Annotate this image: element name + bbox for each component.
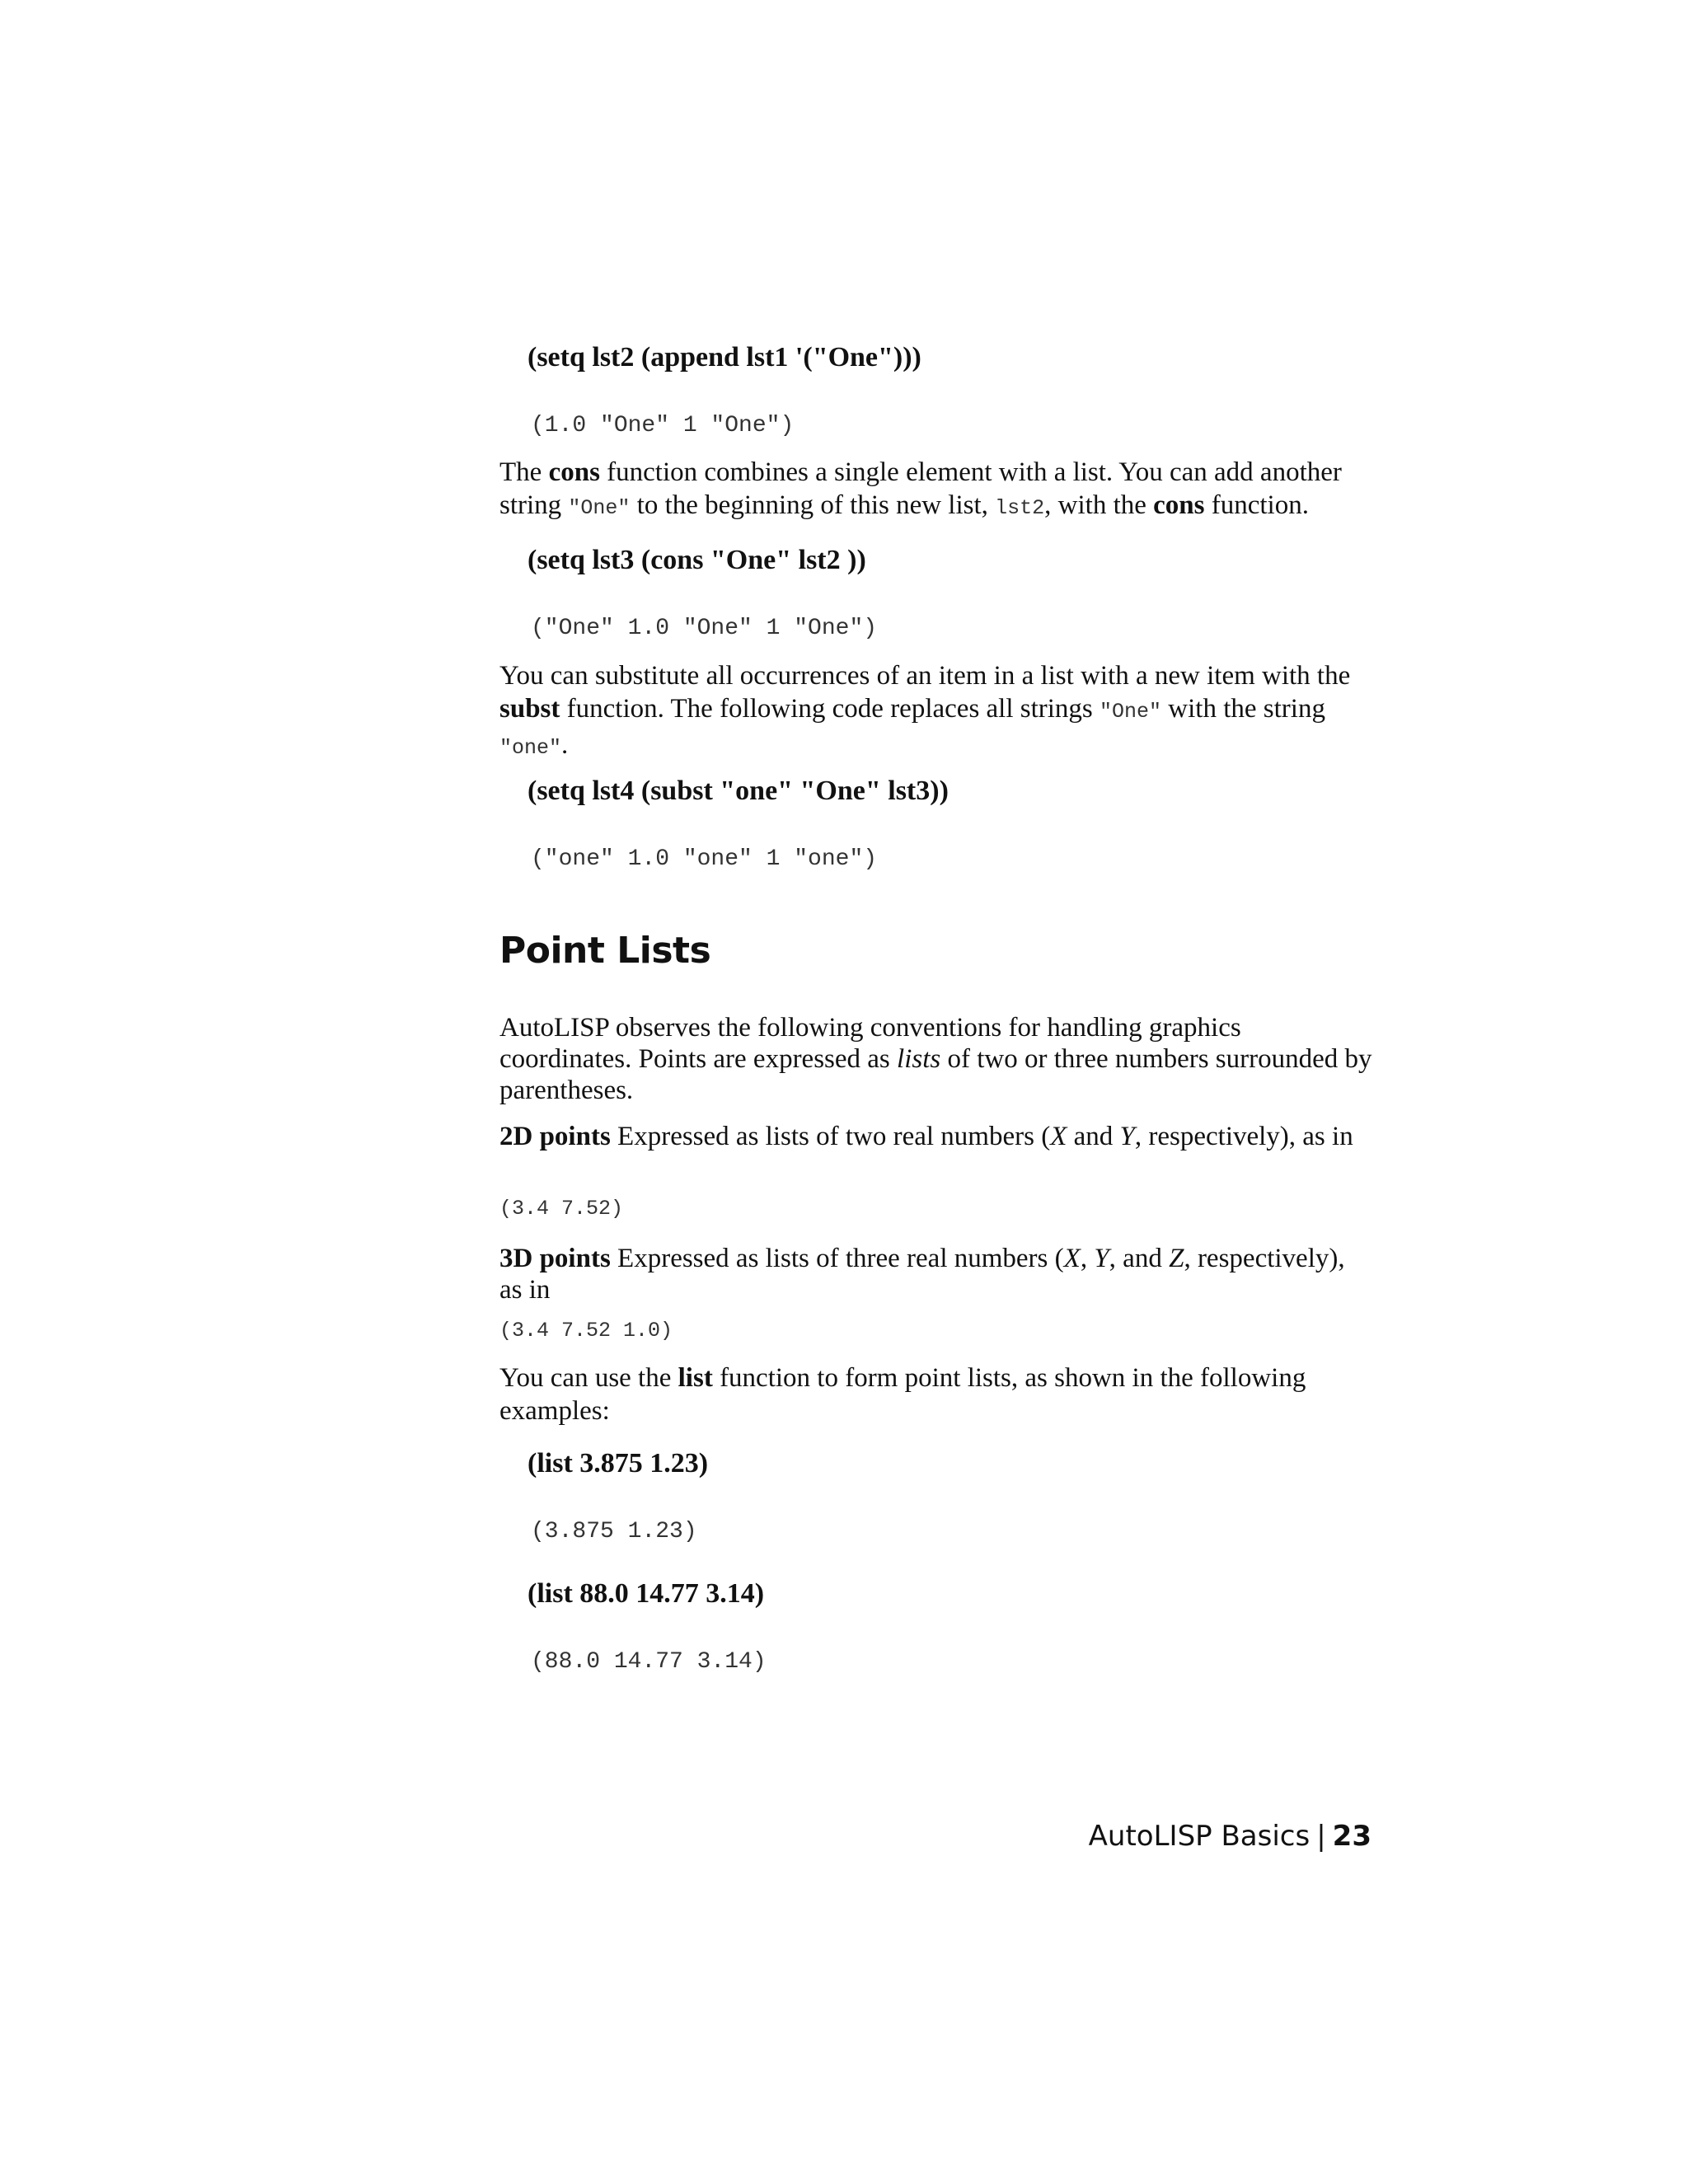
code-output-list-3d: (88.0 14.77 3.14) bbox=[531, 1649, 767, 1675]
variable: X bbox=[1063, 1244, 1081, 1273]
code-output-append: (1.0 "One" 1 "One") bbox=[531, 413, 795, 438]
variable: X bbox=[1050, 1122, 1067, 1151]
function-name: list bbox=[678, 1363, 713, 1393]
text: , with the bbox=[1044, 490, 1154, 520]
definition-term: 3D points bbox=[499, 1244, 611, 1273]
text: and bbox=[1067, 1122, 1120, 1151]
code-input-list-3d: (list 88.0 14.77 3.14) bbox=[528, 1578, 765, 1609]
paragraph-point-lists-intro bbox=[499, 1012, 1373, 1106]
definition-2d-points bbox=[499, 1121, 1373, 1152]
code-output-cons: ("One" 1.0 "One" 1 "One") bbox=[531, 616, 878, 641]
variable: Z bbox=[1169, 1244, 1184, 1273]
text: . bbox=[561, 730, 569, 760]
text: , bbox=[1080, 1244, 1095, 1273]
code-input-list-2d: (list 3.875 1.23) bbox=[528, 1448, 709, 1479]
section-heading: Point Lists bbox=[499, 930, 711, 972]
inline-code: lst2 bbox=[995, 496, 1045, 520]
inline-code: "One" bbox=[568, 496, 631, 520]
text: function combines a single element with a list. You can add another string bbox=[499, 457, 1342, 520]
footer-separator: | bbox=[1316, 1820, 1326, 1853]
paragraph-subst bbox=[499, 659, 1373, 765]
code-output-list-2d: (3.875 1.23) bbox=[531, 1519, 697, 1544]
text: The bbox=[499, 457, 549, 487]
example-3d-point: (3.4 7.52 1.0) bbox=[499, 1319, 673, 1343]
text: of two or three numbers surrounded by parentheses. bbox=[499, 1044, 1372, 1105]
text: function. bbox=[1204, 490, 1309, 520]
function-name: cons bbox=[1153, 490, 1205, 520]
text: , and bbox=[1109, 1244, 1170, 1273]
function-name: subst bbox=[499, 694, 560, 724]
footer-title: AutoLISP Basics bbox=[1088, 1820, 1311, 1853]
text: You can substitute all occurrences of an item in a list with a new item with the bbox=[499, 661, 1351, 691]
text: You can use the bbox=[499, 1363, 678, 1393]
page-footer bbox=[1089, 1820, 1372, 1853]
code-input-append: (setq lst2 (append lst1 '("One"))) bbox=[528, 342, 921, 373]
code-output-subst: ("one" 1.0 "one" 1 "one") bbox=[531, 846, 878, 872]
text: function to form point lists, as shown in the following examples: bbox=[499, 1363, 1306, 1426]
definition-3d-points bbox=[499, 1243, 1373, 1305]
inline-code: "one" bbox=[499, 736, 562, 760]
code-input-subst: (setq lst4 (subst "one" "One" lst3)) bbox=[528, 776, 949, 806]
variable: Y bbox=[1119, 1122, 1135, 1151]
code-input-cons: (setq lst3 (cons "One" lst2 )) bbox=[528, 545, 866, 575]
text: with the string bbox=[1161, 694, 1325, 724]
definition-term: 2D points bbox=[499, 1122, 611, 1151]
text: , respectively), as in bbox=[1134, 1122, 1353, 1151]
page-number: 23 bbox=[1332, 1820, 1372, 1853]
paragraph-cons bbox=[499, 456, 1373, 525]
text: to the beginning of this new list, bbox=[630, 490, 996, 520]
function-name: cons bbox=[548, 457, 600, 487]
emphasis: lists bbox=[897, 1044, 941, 1074]
paragraph-list-function bbox=[499, 1361, 1373, 1427]
text: Expressed as lists of three real numbers ( bbox=[610, 1244, 1064, 1273]
text: AutoLISP observes the following conventions for handling graphics coordinates. Points are expressed as bbox=[499, 1013, 1241, 1074]
text: , respectively), as in bbox=[499, 1244, 1345, 1305]
variable: Y bbox=[1094, 1244, 1109, 1273]
example-2d-point: (3.4 7.52) bbox=[499, 1197, 624, 1221]
inline-code: "One" bbox=[1100, 700, 1162, 724]
text: Expressed as lists of two real numbers ( bbox=[610, 1122, 1051, 1151]
text: function. The following code replaces all strings bbox=[560, 694, 1100, 724]
